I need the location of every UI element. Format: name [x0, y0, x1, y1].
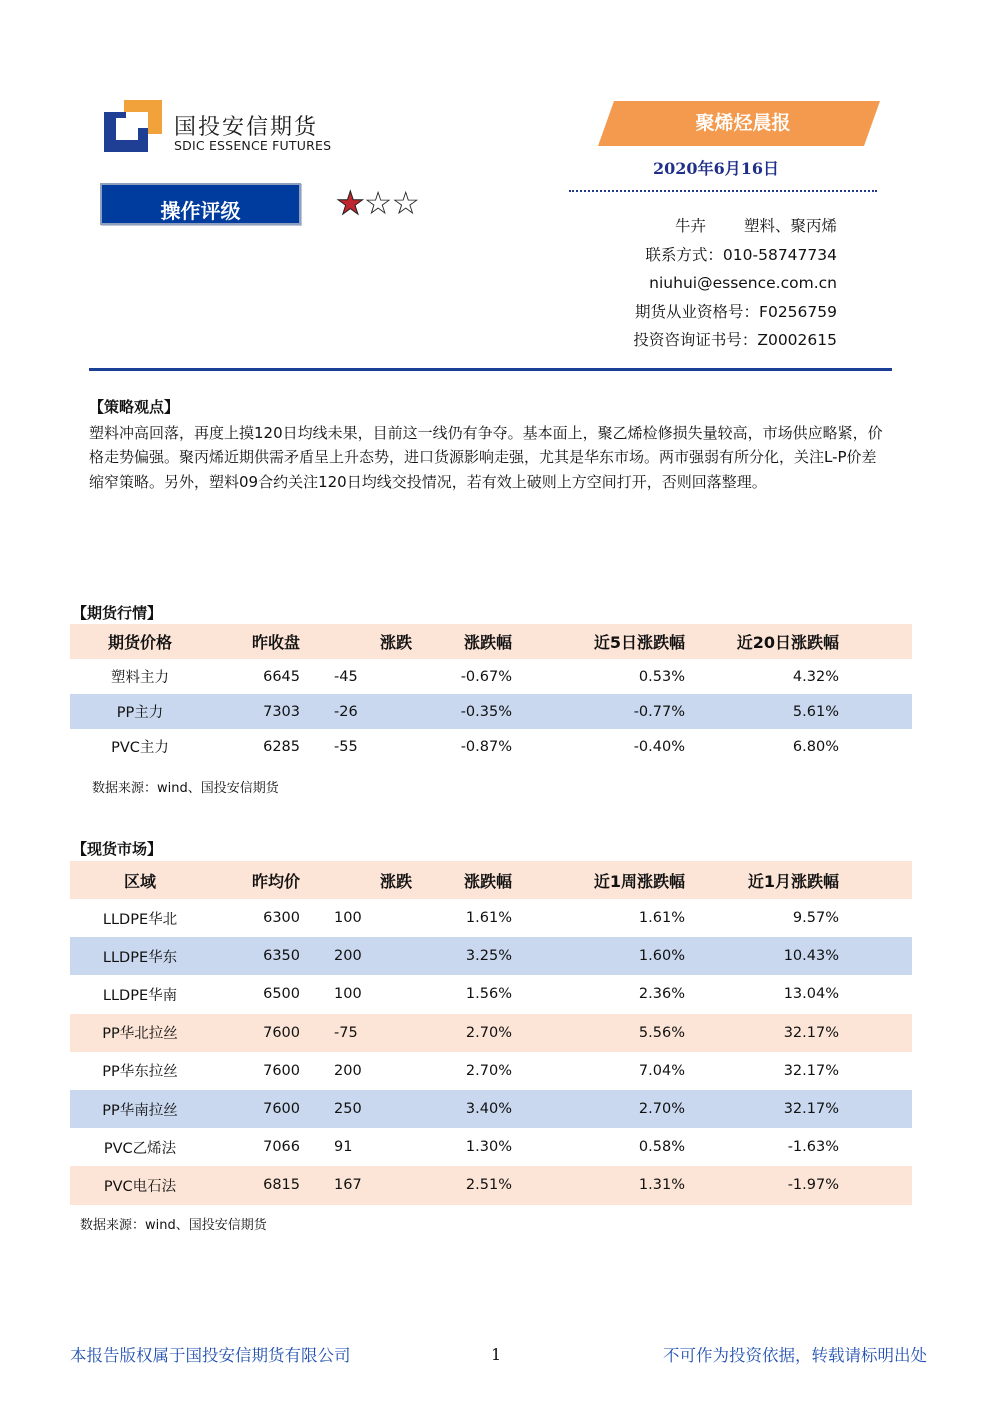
col-header: 区域: [70, 861, 210, 899]
col-header: 近1周涨跌幅: [512, 861, 685, 899]
col-header: 涨跌: [300, 861, 420, 899]
rating-stars: [336, 183, 419, 223]
report-title-banner: [598, 101, 880, 146]
table-cell: -45: [334, 668, 358, 685]
analyst-license: 期货从业资格号：F0256759: [635, 302, 837, 321]
table-cell: 1.56%: [465, 986, 512, 1003]
table-cell: -1.63%: [787, 1139, 839, 1156]
table-cell: 0.53%: [638, 668, 685, 685]
table-cell: 13.04%: [783, 986, 839, 1003]
rating-box: [100, 183, 301, 225]
table-cell: 2.70%: [465, 1062, 512, 1079]
table-cell: -75: [300, 1014, 420, 1052]
table-cell: PP华南拉丝: [70, 1090, 210, 1128]
header-divider: [89, 368, 892, 371]
table-row: [70, 1090, 912, 1128]
dotted-divider: [569, 190, 877, 192]
logo-en-text: SDIC ESSENCE FUTURES: [174, 138, 332, 153]
spot-table: [70, 861, 912, 1205]
table-cell: 200: [300, 937, 420, 975]
table-cell: 6815: [210, 1166, 300, 1204]
table-cell: 2.36%: [638, 986, 685, 1003]
table-cell: -26: [300, 694, 420, 729]
table-cell: 4.32%: [792, 668, 839, 685]
table-cell: LLDPE华东: [70, 937, 210, 975]
table-cell: LLDPE华南: [102, 987, 178, 1004]
col-header: 近5日涨跌幅: [512, 624, 685, 659]
table-cell: 1.61%: [465, 910, 512, 927]
table-row: [70, 937, 912, 975]
table-cell: 7.04%: [638, 1062, 685, 1079]
footer-disclaimer: 不可作为投资依据，转载请标明出处: [663, 1346, 927, 1365]
table-cell: 7600: [210, 1014, 300, 1052]
table-cell: -0.67%: [460, 668, 512, 685]
table-cell: 200: [334, 1062, 362, 1079]
analyst-email[interactable]: niuhui@essence.com.cn: [649, 274, 837, 292]
spot-header-row: [70, 861, 912, 899]
table-cell: 6300: [263, 910, 300, 927]
futures-source-note: 数据来源：wind、国投安信期货: [92, 781, 279, 796]
col-header: 昨收盘: [210, 624, 300, 659]
table-cell: 7303: [210, 694, 300, 729]
futures-table: [70, 624, 912, 764]
footer-copyright: 本报告版权属于国投安信期货有限公司: [70, 1346, 351, 1365]
table-cell: 10.43%: [685, 937, 839, 975]
table-cell: 100: [334, 910, 362, 927]
logo-mark-icon: [104, 100, 162, 152]
table-cell: 250: [300, 1090, 420, 1128]
table-cell: 167: [300, 1166, 420, 1204]
col-header: 昨均价: [210, 861, 300, 899]
table-cell: 32.17%: [685, 1014, 839, 1052]
table-row: [70, 659, 912, 694]
table-cell: 6645: [263, 668, 300, 685]
table-cell: PP主力: [70, 694, 210, 729]
table-cell: 6350: [210, 937, 300, 975]
table-row: [70, 1128, 912, 1166]
table-cell: 7066: [263, 1139, 300, 1156]
table-cell: 1.61%: [638, 910, 685, 927]
company-logo: [104, 100, 344, 154]
table-cell: -0.77%: [512, 694, 685, 729]
analyst-name: 牛卉: [674, 217, 706, 235]
col-header: 近1月涨跌幅: [685, 861, 839, 899]
spot-source-note: 数据来源：wind、国投安信期货: [80, 1218, 267, 1233]
analyst-contact: 联系方式：010-58747734: [645, 245, 837, 264]
star-empty-icon: ☆: [391, 184, 420, 222]
table-cell: 塑料主力: [111, 670, 169, 686]
table-row: [70, 1014, 912, 1052]
table-cell: PVC乙烯法: [103, 1140, 177, 1157]
page-number: 1: [491, 1345, 502, 1364]
col-header: 期货价格: [70, 624, 210, 659]
table-cell: -0.87%: [460, 738, 512, 755]
analyst-coverage: 塑料、聚丙烯: [743, 217, 837, 235]
strategy-text: 塑料冲高回落，再度上摸120日均线未果，目前这一线仍有争夺。基本面上，聚乙烯检修损失量较高，市场供应略紧，价格走势偏强。聚丙烯近期供需矛盾呈上升态势，进口货源影响走强，尤其是华东市场。两市强弱有所分化，关注L-P价差缩窄策略。另外，塑料09合约关注120日均线交投情况，若有效上破则上方空间打开，否则回落整理。: [89, 424, 883, 491]
table-row: [70, 694, 912, 729]
table-cell: 6285: [263, 738, 300, 755]
report-title: 聚烯烃晨报: [695, 112, 791, 134]
table-cell: 5.61%: [685, 694, 839, 729]
table-cell: 2.70%: [420, 1014, 512, 1052]
table-cell: 100: [334, 986, 362, 1003]
table-cell: 7600: [263, 1062, 300, 1079]
table-cell: 9.57%: [792, 910, 839, 927]
table-row: [70, 729, 912, 764]
table-cell: 2.70%: [512, 1090, 685, 1128]
table-cell: 2.51%: [420, 1166, 512, 1204]
strategy-title: 【策略观点】: [89, 398, 180, 416]
col-header: 涨跌: [300, 624, 420, 659]
rating-label: 操作评级: [160, 199, 241, 223]
col-header: 涨跌幅: [420, 861, 512, 899]
table-cell: 32.17%: [783, 1062, 839, 1079]
table-cell: 5.56%: [512, 1014, 685, 1052]
table-cell: 1.60%: [512, 937, 685, 975]
star-filled-icon: ★: [336, 184, 364, 222]
col-header: 涨跌幅: [420, 624, 512, 659]
table-cell: 3.40%: [420, 1090, 512, 1128]
table-cell: 6500: [263, 986, 300, 1003]
table-cell: 1.30%: [465, 1139, 512, 1156]
table-cell: 3.25%: [420, 937, 512, 975]
table-cell: -55: [334, 738, 358, 755]
table-row: [70, 975, 912, 1013]
futures-title: 【期货行情】: [72, 604, 163, 622]
logo-cn-text: 国投安信期货: [174, 115, 319, 140]
table-cell: 7600: [210, 1090, 300, 1128]
table-row: [70, 899, 912, 937]
table-cell: PP华东拉丝: [102, 1064, 178, 1081]
table-cell: PVC主力: [111, 740, 169, 756]
table-row: [70, 1052, 912, 1090]
table-cell: 6.80%: [792, 738, 839, 755]
star-empty-icon: ☆: [363, 184, 392, 222]
table-cell: PVC电石法: [70, 1166, 210, 1204]
analyst-consult-cert: 投资咨询证书号：Z0002615: [633, 331, 837, 349]
table-cell: PP华北拉丝: [70, 1014, 210, 1052]
table-row: [70, 1166, 912, 1204]
table-cell: 1.31%: [512, 1166, 685, 1204]
table-cell: -1.97%: [685, 1166, 839, 1204]
table-cell: -0.40%: [633, 738, 685, 755]
table-cell: -0.35%: [420, 694, 512, 729]
table-cell: LLDPE华北: [102, 911, 178, 928]
analyst-info: [633, 212, 837, 355]
futures-header-row: [70, 624, 912, 659]
table-cell: 32.17%: [685, 1090, 839, 1128]
table-cell: 91: [334, 1139, 353, 1156]
spot-title: 【现货市场】: [72, 840, 163, 858]
table-cell: 0.58%: [638, 1139, 685, 1156]
col-header: 近20日涨跌幅: [685, 624, 839, 659]
report-date: 2020年6月16日: [653, 159, 779, 178]
